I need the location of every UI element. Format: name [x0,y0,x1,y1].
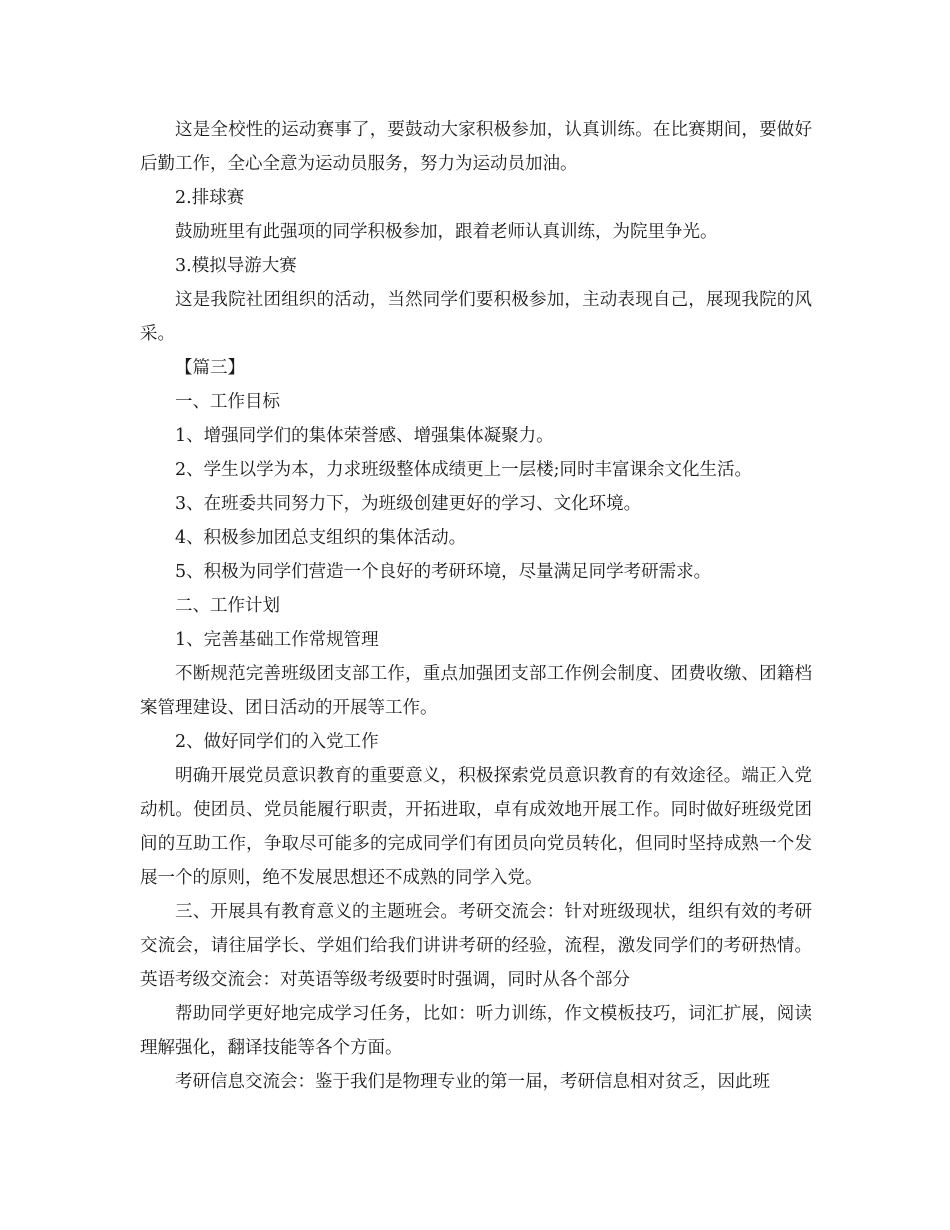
section-title-part-three: 【篇三】 [175,358,245,378]
paragraph-study-help: 帮助同学更好地完成学习任务，比如：听力训练，作文模板技巧，词汇扩展，阅读理解强化，翻译技能等各个方面。 [140,1004,812,1058]
goal-item-1: 1、增强同学们的集体荣誉感、增强集体凝聚力。 [175,426,554,446]
heading-volleyball: 2.排球赛 [175,188,245,208]
heading-work-goals: 一、工作目标 [175,392,280,412]
paragraph-sports-event: 这是全校性的运动赛事了，要鼓动大家积极参加，认真训练。在比赛期间，要做好后勤工作，全心全意为运动员服务，努力为运动员加油。 [140,120,812,174]
goal-item-2: 2、学生以学为本，力求班级整体成绩更上一层楼;同时丰富课余文化生活。 [175,460,753,480]
document-body [140,113,812,1099]
paragraph-party-work: 明确开展党员意识教育的重要意义，积极探索党员意识教育的有效途径。端正入党动机。使团员、党员能履行职责，开拓进取，卓有成效地开展工作。同时做好班级党团间的互助工作，争取尽可能多的完成同学们有团员向党员转化，但同时坚持成熟一个发展一个的原则，绝不发展思想还不成熟的同学入党。 [140,766,812,888]
goal-item-3: 3、在班委共同努力下，为班级创建更好的学习、文化环境。 [175,494,642,514]
paragraph-tour-guide-contest: 这是我院社团组织的活动，当然同学们要积极参加，主动表现自己，展现我院的风采。 [140,290,812,344]
paragraph-exam-info: 考研信息交流会：鉴于我们是物理专业的第一届，考研信息相对贫乏，因此班 [175,1072,770,1092]
paragraph-volleyball: 鼓励班里有此强项的同学积极参加，跟着老师认真训练，为院里争光。 [175,222,718,242]
paragraph-theme-meetings: 三、开展具有教育意义的主题班会。考研交流会：针对班级现状，组织有效的考研交流会，请往届学长、学姐们给我们讲讲考研的经验，流程，激发同学们的考研热情。英语考级交流会：对英语等级考级要时时强调，同时从各个部分 [140,902,812,990]
heading-basic-management: 1、完善基础工作常规管理 [175,630,379,650]
goal-item-4: 4、积极参加团总支组织的集体活动。 [175,528,467,548]
heading-party-work: 2、做好同学们的入党工作 [175,732,379,752]
goal-item-5: 5、积极为同学们营造一个良好的考研环境，尽量满足同学考研需求。 [175,562,712,582]
heading-work-plan: 二、工作计划 [175,596,280,616]
paragraph-basic-management: 不断规范完善班级团支部工作，重点加强团支部工作例会制度、团费收缴、团籍档案管理建设、团日活动的开展等工作。 [140,664,812,718]
heading-tour-guide-contest: 3.模拟导游大赛 [175,256,297,276]
